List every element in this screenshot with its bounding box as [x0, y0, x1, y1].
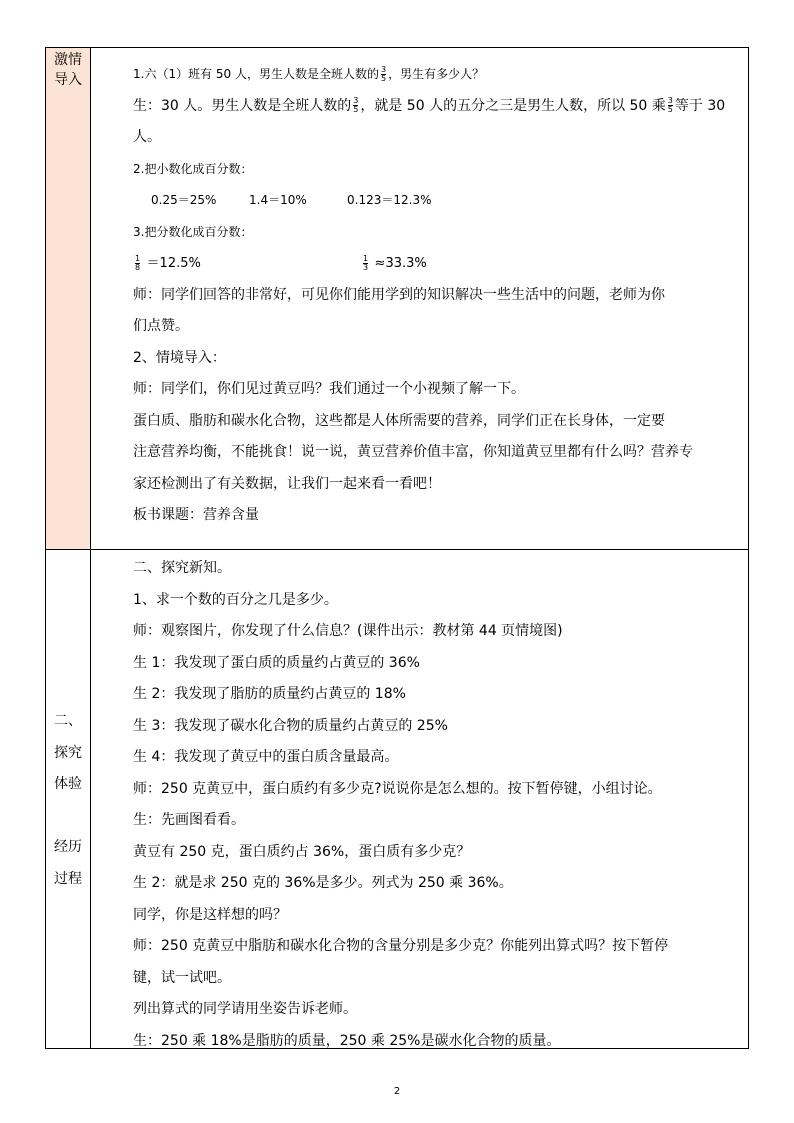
frac-den: 5 [380, 74, 387, 83]
scenario-title: 2、情境导入： [133, 349, 226, 366]
fraction-conversions [133, 248, 738, 280]
section-label-explore [46, 550, 91, 1048]
text: 生：30 人。男生人数是全班人数的 [133, 97, 352, 114]
answer-1 [133, 91, 738, 123]
content-line: 键，试一试吧。 [133, 969, 231, 986]
content-line: 生 2：就是求 250 克的 36%是多少。列式为 250 乘 36%。 [133, 875, 513, 891]
text: 1.六（1）班有 50 人，男生人数是全班人数的 [133, 67, 379, 81]
section-label-intro [46, 48, 91, 549]
question-3: 3.把分数化成百分数： [133, 224, 253, 239]
answer-1-cont: 人。 [133, 129, 161, 145]
content-line: 1、求一个数的百分之几是多少。 [133, 591, 338, 608]
frac-num: 3 [667, 96, 673, 105]
text: 等于 30 [674, 97, 726, 114]
content-line: 生：250 乘 18%是脂肪的质量，250 乘 25%是碳水化合物的质量。 [133, 1032, 561, 1049]
content-line: 生 1：我发现了蛋白质的质量约占黄豆的 36% [133, 654, 420, 671]
text: ，男生有多少人？ [388, 67, 485, 81]
nutrition-text: 家还检测出了有关数据，让我们一起来看一看吧！ [133, 475, 441, 492]
nutrition-text: 注意营养均衡，不能挑食！说一说，黄豆营养价值丰富，你知道黄豆里都有什么吗？营养专 [133, 444, 693, 460]
section-content-explore [91, 550, 748, 1048]
frac-den: 3 [363, 262, 369, 272]
label-line: 经历 [54, 839, 82, 855]
content-line: 师：250 克黄豆中脂肪和碳水化合物的含量分别是多少克？你能列出算式吗？按下暂停 [133, 938, 669, 954]
fraction [668, 97, 673, 114]
conversion-item: 0.123＝12.3% [347, 193, 432, 207]
frac-den: 5 [667, 105, 673, 114]
frac-num: 1 [135, 253, 141, 263]
teacher-remark: 师：同学们回答的非常好，可见你们能用学到的知识解决一些生活中的问题，老师为你 [133, 286, 665, 303]
teacher-prompt: 师：同学们，你们见过黄豆吗？我们通过一个小视频了解一下。 [133, 381, 525, 397]
label-line: 体验 [54, 776, 82, 792]
content-line: 生 3：我发现了碳水化合物的质量约占黄豆的 25% [133, 717, 448, 734]
label-line: 探究 [54, 744, 82, 761]
label-line: 过程 [54, 870, 82, 887]
page-number: 2 [393, 1086, 401, 1097]
question-1 [133, 59, 738, 91]
conversion-value: ＝12.5% [146, 256, 201, 271]
frac-den: 5 [353, 105, 359, 114]
fraction [135, 255, 140, 272]
board-title: 板书课题：营养含量 [133, 507, 259, 523]
lesson-table [45, 47, 749, 1049]
content-line: 同学，你是这样想的吗？ [133, 906, 287, 923]
section-row-explore [45, 550, 749, 1049]
frac-num: 3 [380, 65, 387, 74]
teacher-remark-cont: 们点赞。 [133, 318, 189, 334]
text: ，就是 50 人的五分之三是男生人数，所以 50 乘 [360, 97, 666, 114]
section-row-intro [45, 47, 749, 550]
conversion-item: 0.25＝25% [151, 193, 217, 207]
section-content-intro [91, 48, 748, 549]
label-line: 二、 [54, 713, 82, 729]
content-line: 列出算式的同学请用坐姿告诉老师。 [133, 1001, 357, 1017]
content-line: 师：250 克黄豆中，蛋白质约有多少克?说说你是怎么想的。按下暂停键，小组讨论。 [133, 780, 662, 797]
conversion-item: 1.4＝10% [249, 193, 307, 207]
content-line: 生 2：我发现了脂肪的质量约占黄豆的 18% [133, 686, 406, 702]
fraction [363, 255, 368, 272]
nutrition-text: 蛋白质、脂肪和碳水化合物，这些都是人体所需要的营养，同学们正在长身体，一定要 [133, 412, 665, 429]
decimal-conversions [133, 185, 738, 217]
content-line: 生 4：我发现了黄豆中的蛋白质含量最高。 [133, 749, 399, 765]
frac-num: 3 [353, 96, 359, 105]
label-line: 导入 [54, 72, 82, 88]
fraction [353, 97, 358, 114]
content-line: 生：先画图看看。 [133, 812, 245, 828]
frac-den: 8 [135, 262, 141, 272]
content-line: 二、探究新知。 [133, 560, 231, 576]
fraction [381, 66, 386, 83]
frac-num: 1 [363, 253, 369, 263]
question-2: 2.把小数化成百分数： [133, 161, 253, 176]
content-line: 师：观察图片，你发现了什么信息？(课件出示：教材第 44 页情境图) [133, 623, 563, 639]
conversion-value: ≈33.3% [374, 256, 427, 271]
label-line: 激情 [54, 52, 82, 68]
content-line: 黄豆有 250 克，蛋白质约占 36%，蛋白质有多少克？ [133, 843, 471, 860]
